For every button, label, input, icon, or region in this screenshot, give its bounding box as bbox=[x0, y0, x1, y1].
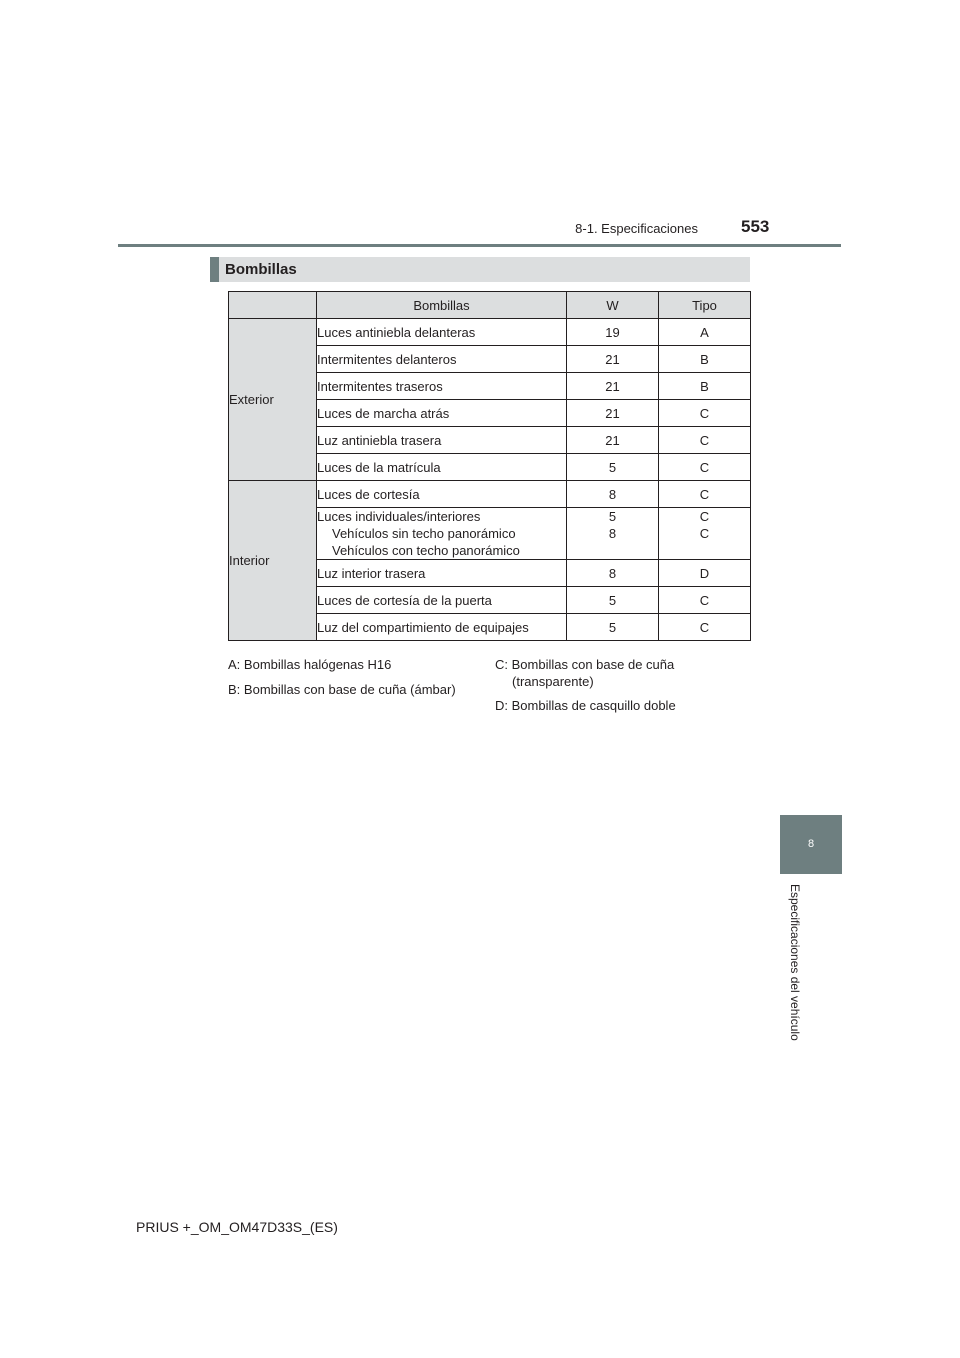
legend-item-d bbox=[495, 697, 676, 714]
bulb-watts: 5 bbox=[567, 614, 659, 641]
chapter-tab-number: 8 bbox=[780, 815, 842, 874]
bulb-watts: 21 bbox=[567, 346, 659, 373]
bulb-watts: 8 bbox=[567, 481, 659, 508]
bulb-type: C bbox=[699, 526, 710, 541]
bulbs-table bbox=[228, 291, 751, 641]
footer-doc-code: PRIUS +_OM_OM47D33S_(ES) bbox=[136, 1219, 338, 1235]
bulb-name: Luces individuales/interiores bbox=[317, 509, 481, 524]
legend-item-a bbox=[228, 656, 391, 673]
bulb-name: Luces de la matrícula bbox=[317, 454, 567, 481]
bulb-watts: 21 bbox=[567, 427, 659, 454]
legend-text: Bombillas de casquillo doble bbox=[511, 698, 676, 713]
section-heading: Bombillas bbox=[210, 257, 750, 282]
legend-letter: A: bbox=[228, 657, 241, 672]
legend-item-c bbox=[495, 656, 674, 673]
bulb-type: D bbox=[659, 560, 751, 587]
bulb-type: C bbox=[659, 454, 751, 481]
legend-letter: D: bbox=[495, 698, 508, 713]
bulb-watts: 21 bbox=[567, 373, 659, 400]
bulb-subname: Vehículos con techo panorámico bbox=[332, 543, 520, 558]
table-row bbox=[229, 319, 751, 346]
legend-item-b bbox=[228, 681, 456, 698]
bulb-type: C bbox=[659, 614, 751, 641]
legend-text-continued: (transparente) bbox=[512, 674, 594, 689]
col-header-type: Tipo bbox=[659, 292, 751, 319]
legend-letter: B: bbox=[228, 682, 241, 697]
legend-text: Bombillas con base de cuña bbox=[511, 657, 675, 672]
bulb-name: Luz interior trasera bbox=[317, 560, 567, 587]
bulb-type: C bbox=[659, 587, 751, 614]
bulb-watts: 8 bbox=[567, 560, 659, 587]
bulb-watts: 8 bbox=[608, 526, 617, 541]
bulb-type: A bbox=[659, 319, 751, 346]
bulb-type: B bbox=[659, 373, 751, 400]
bulb-name: Luces de cortesía bbox=[317, 481, 567, 508]
bulb-name: Luces antiniebla delanteras bbox=[317, 319, 567, 346]
bulb-watts: 19 bbox=[567, 319, 659, 346]
table-header-row bbox=[229, 292, 751, 319]
legend-text: Bombillas con base de cuña (ámbar) bbox=[243, 682, 456, 697]
table-row bbox=[229, 481, 751, 508]
bulb-type: C bbox=[659, 427, 751, 454]
bulb-name: Luz del compartimiento de equipajes bbox=[317, 614, 567, 641]
bulb-watts: 5 bbox=[608, 509, 617, 524]
group-label-exterior: Exterior bbox=[229, 319, 317, 481]
bulb-name-multi bbox=[317, 508, 567, 560]
bulb-type: C bbox=[659, 481, 751, 508]
bulb-type-multi bbox=[659, 508, 751, 560]
page-number: 553 bbox=[741, 217, 770, 236]
bulb-name: Intermitentes traseros bbox=[317, 373, 567, 400]
col-header-empty bbox=[229, 292, 317, 319]
bulb-watts: 5 bbox=[567, 454, 659, 481]
header-rule bbox=[118, 244, 841, 247]
bulb-name: Luz antiniebla trasera bbox=[317, 427, 567, 454]
bulb-watts-multi bbox=[567, 508, 659, 560]
group-label-interior: Interior bbox=[229, 481, 317, 641]
bulb-type: C bbox=[659, 400, 751, 427]
bulb-name: Intermitentes delanteros bbox=[317, 346, 567, 373]
bulb-watts: 21 bbox=[567, 400, 659, 427]
col-header-bulbs: Bombillas bbox=[317, 292, 567, 319]
bulb-subname: Vehículos sin techo panorámico bbox=[332, 526, 516, 541]
bulb-name: Luces de cortesía de la puerta bbox=[317, 587, 567, 614]
bulb-watts: 5 bbox=[567, 587, 659, 614]
bulb-name: Luces de marcha atrás bbox=[317, 400, 567, 427]
col-header-watts: W bbox=[567, 292, 659, 319]
bulb-type: B bbox=[659, 346, 751, 373]
bulb-type: C bbox=[699, 509, 710, 524]
chapter-tab-label: Especificaciones del vehículo bbox=[788, 884, 802, 1041]
legend-text: Bombillas halógenas H16 bbox=[243, 657, 392, 672]
legend-letter: C: bbox=[495, 657, 508, 672]
running-header-section: 8-1. Especificaciones bbox=[575, 221, 698, 236]
